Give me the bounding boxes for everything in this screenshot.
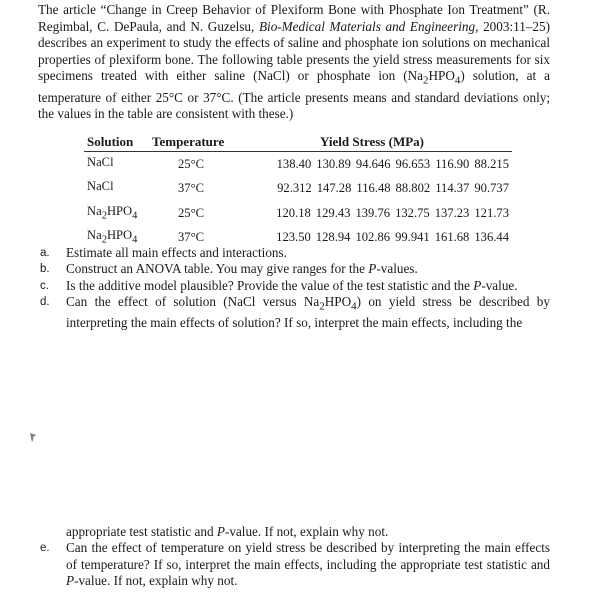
part-d-cont-text-1: appropriate test statistic and bbox=[66, 524, 217, 539]
part-d-cont-text-2: -value. If not, explain why not. bbox=[224, 524, 389, 539]
yield-value: 88.802 bbox=[395, 181, 431, 196]
part-d-continued bbox=[38, 524, 550, 540]
mouse-cursor-icon bbox=[30, 433, 36, 442]
problem-intro bbox=[38, 2, 550, 123]
solution-sub-b: 4 bbox=[132, 234, 138, 246]
cell-temperature: 37°C bbox=[177, 181, 205, 196]
part-d-text-1: Can the effect of solution (NaCl versus Na bbox=[66, 293, 320, 309]
table-body bbox=[84, 152, 512, 251]
part-d-subscript-1: 2 bbox=[319, 300, 325, 313]
yield-value: 116.90 bbox=[435, 156, 470, 171]
part-b-letter: b. bbox=[40, 263, 50, 276]
table-row bbox=[84, 201, 512, 226]
part-a-text: Estimate all main effects and interactions. bbox=[66, 245, 287, 260]
cell-yield-values bbox=[232, 177, 512, 202]
yield-value: 90.737 bbox=[474, 181, 509, 196]
yield-value: 99.941 bbox=[395, 230, 430, 245]
cell-solution bbox=[84, 201, 150, 226]
part-c-text-2: -value. bbox=[481, 277, 518, 293]
yield-value: 161.68 bbox=[434, 230, 470, 245]
cell-temperature: 37°C bbox=[177, 230, 205, 245]
intro-text-1: The article “Change in Creep Behavior of Plexiform Bone with Phosphate Ion Treatment” (R. Regimbal, C. DePaula, and N. Guzelsu, bbox=[38, 2, 550, 34]
yield-value: 114.37 bbox=[435, 181, 470, 196]
yield-value: 128.94 bbox=[315, 230, 351, 245]
part-b bbox=[38, 261, 550, 277]
table-row bbox=[84, 152, 512, 177]
solution-mid: HPO bbox=[106, 228, 133, 243]
solution-sub-a: 2 bbox=[101, 234, 107, 246]
part-a-letter: a. bbox=[40, 247, 50, 259]
yield-stress-table bbox=[84, 133, 512, 250]
part-d-cont-p: P bbox=[216, 524, 225, 539]
intro-text-4: ) solution, at a temperature of either 25°C or 37°C. (The article presents means and standard deviations only; the values in the table are consistent with these.) bbox=[38, 68, 550, 122]
part-d-text-2: HPO bbox=[324, 293, 352, 309]
part-c-text-1: Is the additive model plausible? Provide the value of the test statistic and the bbox=[66, 277, 474, 293]
cell-temperature: 25°C bbox=[177, 156, 205, 171]
yield-value: 88.215 bbox=[474, 156, 509, 171]
solution-sub-b: 4 bbox=[132, 210, 138, 222]
part-b-text-2: -values. bbox=[376, 261, 418, 277]
yield-value: 102.86 bbox=[355, 230, 391, 245]
part-e-text-2: -value. If not, explain why not. bbox=[74, 572, 238, 588]
part-b-text-1: Construct an ANOVA table. You may give ranges for the bbox=[66, 261, 369, 277]
header-temperature: Temperature bbox=[150, 133, 232, 152]
intro-text-2: 2003:11–25) describes an experiment to study the effects of saline and phosphate ion solutions on mechanical properties of plexiform bone. The following table presents the yield stress measurements for six specimens treated with either saline (NaCl) or phosphate ion (Na bbox=[38, 18, 550, 84]
question-parts-bottom bbox=[38, 524, 550, 589]
part-c-letter: c. bbox=[40, 279, 49, 292]
cell-solution bbox=[84, 152, 150, 177]
journal-title: Bio-Medical Materials and Engineering, bbox=[258, 18, 479, 34]
intro-text-3: HPO bbox=[428, 68, 455, 84]
yield-value: 136.44 bbox=[474, 230, 509, 245]
part-e-letter: e. bbox=[40, 542, 50, 555]
yield-value: 147.28 bbox=[316, 181, 352, 196]
header-yield-stress: Yield Stress (MPa) bbox=[232, 133, 512, 152]
solution-solution: Na bbox=[87, 228, 102, 243]
yield-value: 137.23 bbox=[434, 205, 470, 220]
yield-value: 130.89 bbox=[316, 156, 351, 171]
cell-solution bbox=[84, 177, 150, 202]
yield-value: 121.73 bbox=[474, 205, 509, 220]
yield-value: 120.18 bbox=[276, 205, 311, 220]
yield-value: 94.646 bbox=[355, 156, 391, 171]
part-c bbox=[38, 278, 550, 294]
yield-value: 138.40 bbox=[276, 156, 312, 171]
part-d bbox=[38, 294, 550, 331]
part-d-subscript-2: 4 bbox=[351, 300, 357, 313]
yield-value: 92.312 bbox=[277, 181, 312, 196]
part-a bbox=[38, 245, 550, 261]
part-c-p: P bbox=[473, 277, 482, 293]
intro-subscript-1: 2 bbox=[422, 75, 429, 88]
yield-value: 132.75 bbox=[395, 205, 430, 220]
cell-yield-values bbox=[232, 152, 512, 177]
part-e bbox=[38, 540, 550, 589]
part-d-letter: d. bbox=[40, 295, 50, 308]
solution-solution: Na bbox=[87, 203, 102, 218]
cell-temperature: 25°C bbox=[177, 205, 205, 220]
question-parts-top bbox=[38, 245, 550, 331]
yield-value: 116.48 bbox=[356, 181, 391, 196]
yield-value: 139.76 bbox=[355, 205, 391, 220]
yield-value: 123.50 bbox=[276, 230, 311, 245]
table-header-row bbox=[84, 133, 512, 152]
solution-mid: HPO bbox=[106, 203, 133, 218]
solution-solution: NaCl bbox=[87, 154, 114, 169]
part-d-text-3: ) on yield stress be described by interpreting the main effects of solution? If so, interpret the main effects, including the bbox=[66, 293, 550, 330]
table-row bbox=[84, 177, 512, 202]
solution-sub-a: 2 bbox=[101, 210, 107, 222]
intro-subscript-2: 4 bbox=[454, 75, 461, 88]
part-e-p: P bbox=[66, 572, 75, 588]
yield-value: 96.653 bbox=[395, 156, 431, 171]
part-e-text-1: Can the effect of temperature on yield stress be described by interpreting the main effects of temperature? If so, interpret the main effects, including the appropriate test statistic and bbox=[66, 540, 550, 572]
header-solution: Solution bbox=[84, 133, 150, 152]
yield-value: 129.43 bbox=[315, 205, 351, 220]
cell-yield-values bbox=[232, 201, 512, 226]
part-b-p: P bbox=[368, 261, 377, 277]
solution-solution: NaCl bbox=[87, 179, 114, 194]
